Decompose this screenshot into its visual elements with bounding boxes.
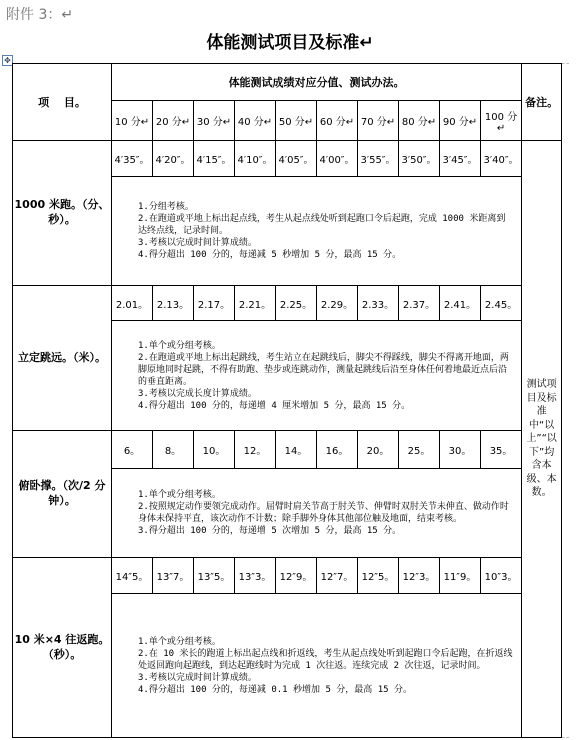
value-cell: 13″7。 bbox=[153, 558, 194, 594]
value-cell: 2.25。 bbox=[276, 286, 317, 321]
value-cell: 2.01。 bbox=[112, 286, 153, 321]
attachment-label: 附件 3：↵ bbox=[6, 7, 74, 23]
method-line: 1.单个或分组考核。 bbox=[138, 340, 221, 351]
method-line: 3.考核以完成时间计算成绩。 bbox=[138, 238, 257, 248]
method-line: 4.得分超出 100 分的，每递减 5 秒增加 5 分，最高 15 分。 bbox=[138, 250, 402, 260]
fitness-standards-table bbox=[12, 63, 569, 738]
score-cell: 10 分↵ bbox=[112, 101, 153, 141]
score-cell: 50 分↵ bbox=[276, 101, 317, 141]
value-cell: 10″3。 bbox=[481, 558, 522, 594]
value-cell: 2.45。 bbox=[481, 286, 522, 321]
score-cell: 100 分↵ bbox=[481, 101, 522, 141]
value-cell: 2.37。 bbox=[399, 286, 440, 321]
value-cell: 13″5。 bbox=[194, 558, 235, 594]
value-cell: 10。 bbox=[194, 431, 235, 469]
item-header: 项 目。 bbox=[13, 64, 112, 141]
method-line: 3.考核以完成长度计算成绩。 bbox=[138, 388, 257, 399]
score-cell: 30 分↵ bbox=[194, 101, 235, 141]
value-cell: 4′20″。 bbox=[153, 141, 194, 177]
test-method bbox=[112, 177, 522, 286]
score-cell: 70 分↵ bbox=[358, 101, 399, 141]
score-cell: 80 分↵ bbox=[399, 101, 440, 141]
value-cell: 20。 bbox=[358, 431, 399, 469]
value-cell: 14″5。 bbox=[112, 558, 153, 594]
method-line: 2.在跑道或平地上标出起跳线，考生站立在起跳线后，脚尖不得踩线，脚尖不得离开地面，两脚原地同时起跳，不得有助跑、垫步或连跳动作，测量起跳线后沿至身体任何着地最近点后沿的垂直距离。 bbox=[138, 352, 509, 387]
remark-header: 备注。 bbox=[522, 64, 562, 141]
value-cell: 12″5。 bbox=[358, 558, 399, 594]
value-cell: 12″7。 bbox=[317, 558, 358, 594]
value-cell: 16。 bbox=[317, 431, 358, 469]
score-header: 体能测试成绩对应分值、测试办法。 bbox=[112, 64, 522, 101]
value-cell: 3′45″。 bbox=[440, 141, 481, 177]
value-cell: 3′50″。 bbox=[399, 141, 440, 177]
test-method bbox=[112, 321, 522, 431]
value-cell: 11″9。 bbox=[440, 558, 481, 594]
method-line: 1.单个或分组考核。 bbox=[138, 490, 221, 500]
test-method bbox=[112, 469, 522, 558]
value-cell: 2.29。 bbox=[317, 286, 358, 321]
event-name: 1000 米跑。（分、秒）。 bbox=[13, 141, 112, 286]
method-line: 3.得分超出 100 分的，每递增 5 次增加 5 分，最高 15 分。 bbox=[138, 526, 402, 536]
score-cell: 90 分↵ bbox=[440, 101, 481, 141]
score-cell: 40 分↵ bbox=[235, 101, 276, 141]
test-method bbox=[112, 594, 522, 738]
event-name: 俯卧撑。（次/2 分钟）。 bbox=[13, 431, 112, 558]
value-cell: 12。 bbox=[235, 431, 276, 469]
table-move-handle-icon[interactable]: ✥ bbox=[2, 55, 13, 66]
value-cell: 2.13。 bbox=[153, 286, 194, 321]
value-cell: 2.33。 bbox=[358, 286, 399, 321]
page-title: 体能测试项目及标准↵ bbox=[206, 33, 374, 53]
table-edge-column bbox=[562, 64, 569, 738]
method-line: 3.考核以完成时间计算成绩。 bbox=[138, 672, 257, 683]
score-cell: 60 分↵ bbox=[317, 101, 358, 141]
method-line: 4.得分超出 100 分的，每递减 0.1 秒增加 5 分，最高 15 分。 bbox=[138, 684, 412, 695]
value-cell: 14。 bbox=[276, 431, 317, 469]
value-cell: 30。 bbox=[440, 431, 481, 469]
score-cell: 20 分↵ bbox=[153, 101, 194, 141]
value-cell: 4′10″。 bbox=[235, 141, 276, 177]
method-line: 1.分组考核。 bbox=[138, 202, 194, 212]
value-cell: 25。 bbox=[399, 431, 440, 469]
value-cell: 4′00″。 bbox=[317, 141, 358, 177]
method-line: 2.在 10 米长的跑道上标出起点线和折返线，考生从起点线处听到起跑口令后起跑，在折返线处返回跑向起跑线，到达起跑线时为完成 1 次往返。连续完成 2 次往返，记录时间。 bbox=[138, 648, 513, 671]
value-cell: 8。 bbox=[153, 431, 194, 469]
method-line: 1.单个或分组考核。 bbox=[138, 636, 221, 647]
value-cell: 2.41。 bbox=[440, 286, 481, 321]
method-line: 2.在跑道或平地上标出起点线，考生从起点线处听到起跑口令后起跑，完成 1000 米距离到达终点线，记录时间。 bbox=[138, 214, 506, 236]
value-cell: 6。 bbox=[112, 431, 153, 469]
value-cell: 3′40″。 bbox=[481, 141, 522, 177]
value-cell: 4′35″。 bbox=[112, 141, 153, 177]
method-line: 2.按照规定动作要领完成动作。屈臂时肩关节高于肘关节、伸臂时双肘关节未伸直、做动作时身体未保持平直，该次动作不计数；除手脚外身体其他部位触及地面，结束考核。 bbox=[138, 502, 509, 524]
method-line: 4.得分超出 100 分的，每递增 4 厘米增加 5 分，最高 15 分。 bbox=[138, 400, 411, 411]
event-name: 10 米×4 往返跑。（秒）。 bbox=[13, 558, 112, 738]
value-cell: 12″9。 bbox=[276, 558, 317, 594]
value-cell: 4′15″。 bbox=[194, 141, 235, 177]
value-cell: 3′55″。 bbox=[358, 141, 399, 177]
value-cell: 4′05″。 bbox=[276, 141, 317, 177]
value-cell: 13″3。 bbox=[235, 558, 276, 594]
event-name: 立定跳远。（米）。 bbox=[13, 286, 112, 431]
value-cell: 12″3。 bbox=[399, 558, 440, 594]
value-cell: 2.17。 bbox=[194, 286, 235, 321]
value-cell: 2.21。 bbox=[235, 286, 276, 321]
value-cell: 35。 bbox=[481, 431, 522, 469]
remark-cell: 测试项目及标准中“以上”“以下”均含本级、本数。 bbox=[522, 141, 562, 738]
